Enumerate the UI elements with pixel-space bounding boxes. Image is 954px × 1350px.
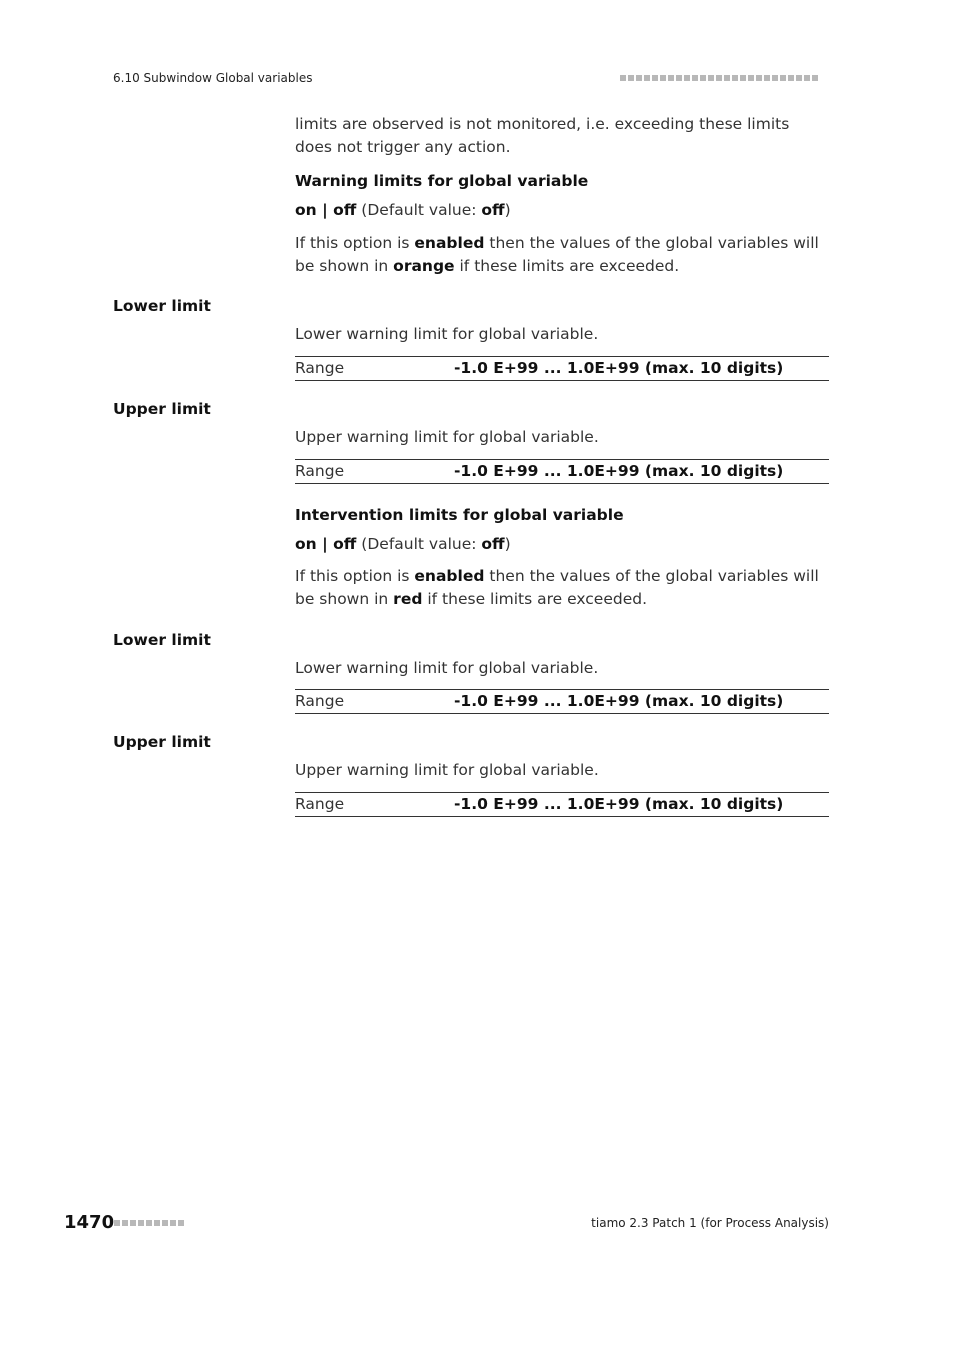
default-value: off: [481, 535, 505, 553]
option-separator: |: [316, 201, 334, 219]
page-number: 1470: [64, 1212, 115, 1233]
intro-paragraph: limits are observed is not monitored, i.e. exceeding these limits does not trigger any action.: [295, 115, 790, 156]
range-table: [295, 689, 829, 714]
header-decoration-dots: [620, 75, 818, 81]
default-prefix: (Default value:: [356, 535, 482, 553]
desc-text: then the values of the global variables will be shown in: [295, 567, 819, 608]
desc-text: if these limits are exceeded.: [454, 257, 680, 275]
range-table: [295, 459, 829, 484]
desc-text: if these limits are exceeded.: [422, 590, 648, 608]
desc-enabled: enabled: [414, 567, 485, 585]
option-on: on: [295, 535, 317, 553]
intervention-upper-limit-desc: Upper warning limit for global variable.: [295, 761, 599, 779]
desc-enabled: enabled: [414, 234, 485, 252]
warning-upper-limit-desc: Upper warning limit for global variable.: [295, 428, 599, 446]
footer-decoration-dots: [114, 1220, 184, 1226]
intervention-lower-limit-desc: Lower warning limit for global variable.: [295, 659, 599, 677]
warning-lower-limit-label: Lower limit: [113, 297, 211, 315]
warning-upper-limit-label: Upper limit: [113, 400, 211, 418]
warning-description: [295, 232, 829, 278]
default-prefix: (Default value:: [356, 201, 482, 219]
footer-product-name: tiamo 2.3 Patch 1 (for Process Analysis): [591, 1216, 829, 1230]
range-value: -1.0 E+99 ... 1.0E+99 (max. 10 digits): [454, 692, 784, 710]
range-label: Range: [295, 462, 345, 480]
default-suffix: ): [504, 535, 511, 553]
desc-text: then the values of the global variables will be shown in: [295, 234, 819, 275]
desc-text: If this option is: [295, 567, 415, 585]
desc-color: orange: [393, 257, 455, 275]
default-value: off: [481, 201, 505, 219]
desc-color: red: [393, 590, 423, 608]
option-on: on: [295, 201, 317, 219]
option-separator: |: [316, 535, 334, 553]
warning-limits-heading: Warning limits for global variable: [295, 172, 589, 190]
range-table: [295, 792, 829, 817]
range-label: Range: [295, 795, 345, 813]
range-value: -1.0 E+99 ... 1.0E+99 (max. 10 digits): [454, 462, 784, 480]
warning-lower-limit-desc: Lower warning limit for global variable.: [295, 325, 599, 343]
desc-text: If this option is: [295, 234, 415, 252]
option-off: off: [333, 535, 357, 553]
default-suffix: ): [504, 201, 511, 219]
intervention-description: [295, 565, 829, 611]
range-label: Range: [295, 359, 345, 377]
range-table: [295, 356, 829, 381]
range-value: -1.0 E+99 ... 1.0E+99 (max. 10 digits): [454, 359, 784, 377]
intervention-lower-limit-label: Lower limit: [113, 631, 211, 649]
intervention-options-line: [295, 533, 829, 556]
option-off: off: [333, 201, 357, 219]
warning-options-line: [295, 199, 829, 222]
range-value: -1.0 E+99 ... 1.0E+99 (max. 10 digits): [454, 795, 784, 813]
range-label: Range: [295, 692, 345, 710]
intervention-upper-limit-label: Upper limit: [113, 733, 211, 751]
running-header: 6.10 Subwindow Global variables: [113, 71, 313, 85]
intervention-limits-heading: Intervention limits for global variable: [295, 506, 624, 524]
